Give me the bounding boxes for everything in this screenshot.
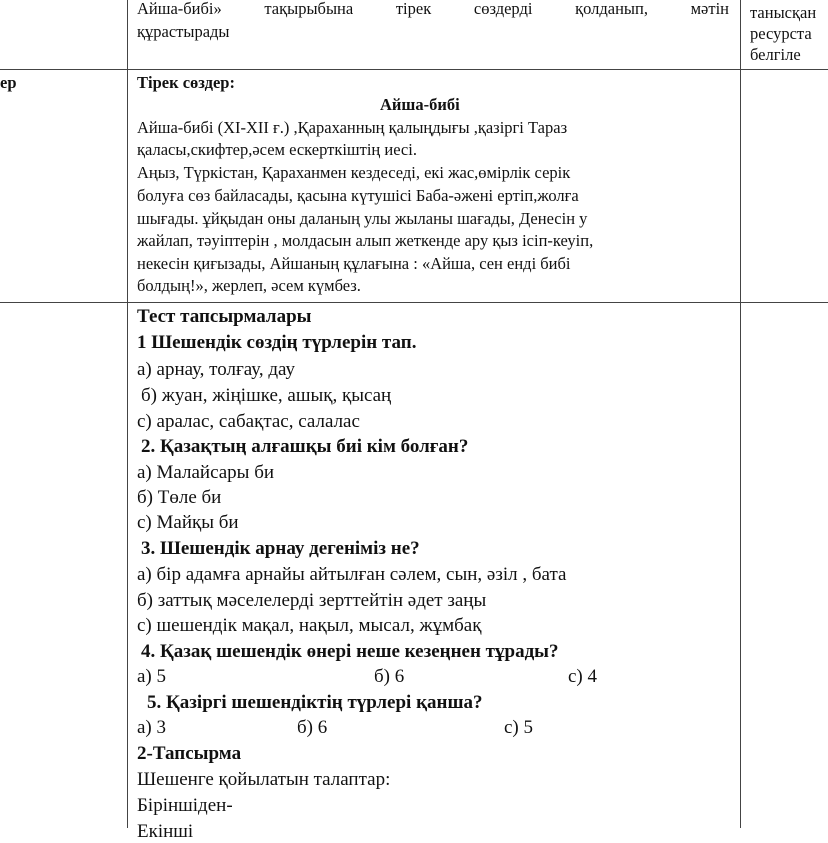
question-5-option-c: с) 5 [504, 717, 534, 738]
question-4-option-c: с) 4 [568, 666, 598, 687]
task-2-line-2: Біріншіден- [137, 795, 233, 816]
test-cell [137, 303, 737, 842]
question-4-option-a: а) 5 [137, 666, 167, 687]
task-2-line-3: Екінші [137, 821, 194, 842]
question-2: 2. Қазақтың алғашқы биі кім болған? [141, 436, 469, 457]
support-text-line: қаласы,скифтер,әсем ескерткіштің иесі. [137, 140, 417, 159]
support-text-line: Айша-бибі (XI-XII ғ.) ,Қараханның қалыңдығы ,қазіргі Тараз [137, 118, 568, 137]
support-text-line: жайлап, тәуіптерін , молдасын алып жеткенде ару қыз ісіп-кеуіп, [137, 231, 594, 250]
top-row-right-line-1: танысқан [750, 3, 817, 22]
support-text-line: Аңыз, Түркістан, Қараханмен кездеседі, екі жас,өмірлік серік [137, 163, 571, 182]
support-text-line: болуға сөз байласады, қасына күтушісі Баба-әжені ертіп,жолға [137, 186, 579, 205]
table-border-right [740, 0, 741, 828]
top-row-right-line-3: белгіле [750, 45, 801, 64]
row2-left-label: ер [0, 73, 17, 92]
question-1-option-c: с) аралас, сабақтас, салалас [137, 411, 360, 432]
question-1: 1 Шешендік сөздің түрлерін тап. [137, 332, 417, 353]
question-4: 4. Қазақ шешендік өнері неше кезеңнен тұрады? [141, 641, 559, 662]
question-3-option-c: с) шешендік мақал, нақыл, мысал, жұмбақ [137, 615, 482, 636]
top-row-text-line-2: құрастырады [137, 22, 230, 41]
question-4-option-b: б) 6 [374, 666, 405, 687]
question-5-option-a: а) 3 [137, 717, 167, 738]
top-row-right-cell [750, 0, 828, 69]
question-3: 3. Шешендік арнау дегеніміз не? [141, 538, 420, 559]
test-heading: Тест тапсырмалары [137, 306, 312, 327]
top-row-text-line-1: Айша-бибі» тақырыбына тірек сөздерді қолданып, мәтін [137, 0, 729, 18]
question-1-option-b: б) жуан, жіңішке, ашық, қысаң [141, 385, 392, 406]
question-3-option-b: б) заттық мәселелерді зерттейтін әдет заңы [137, 590, 487, 611]
top-row-right-line-2: ресурста [750, 24, 812, 43]
question-5: 5. Қазіргі шешендіктің түрлері қанша? [147, 692, 483, 713]
question-1-option-a: а) арнау, толғау, дау [137, 359, 295, 380]
support-text-line: болдың!», жерлеп, әсем күмбез. [137, 276, 361, 295]
support-words-heading: Тірек сөздер: [137, 73, 235, 92]
question-5-option-b: б) 6 [297, 717, 328, 738]
support-words-title: Айша-бибі [380, 95, 460, 114]
support-text-line: шығады. ұйқыдан оны даланың улы жыланы шағады, Денесін у [137, 209, 588, 228]
question-2-option-b: б) Төле би [137, 487, 222, 508]
question-2-option-a: а) Малайсары би [137, 462, 275, 483]
support-words-cell [137, 70, 732, 302]
support-text-line: некесін қиғызады, Айшаның құлағына : «Айша, сен енді бибі [137, 254, 571, 273]
question-3-option-a: а) бір адамға арнайы айтылған сәлем, сын, әзіл , бата [137, 564, 567, 585]
table-border-left [127, 0, 128, 828]
task-2-heading: 2-Тапсырма [137, 743, 242, 764]
task-2-line-1: Шешенге қойылатын талаптар: [137, 769, 391, 790]
question-2-option-c: с) Майқы би [137, 512, 239, 533]
